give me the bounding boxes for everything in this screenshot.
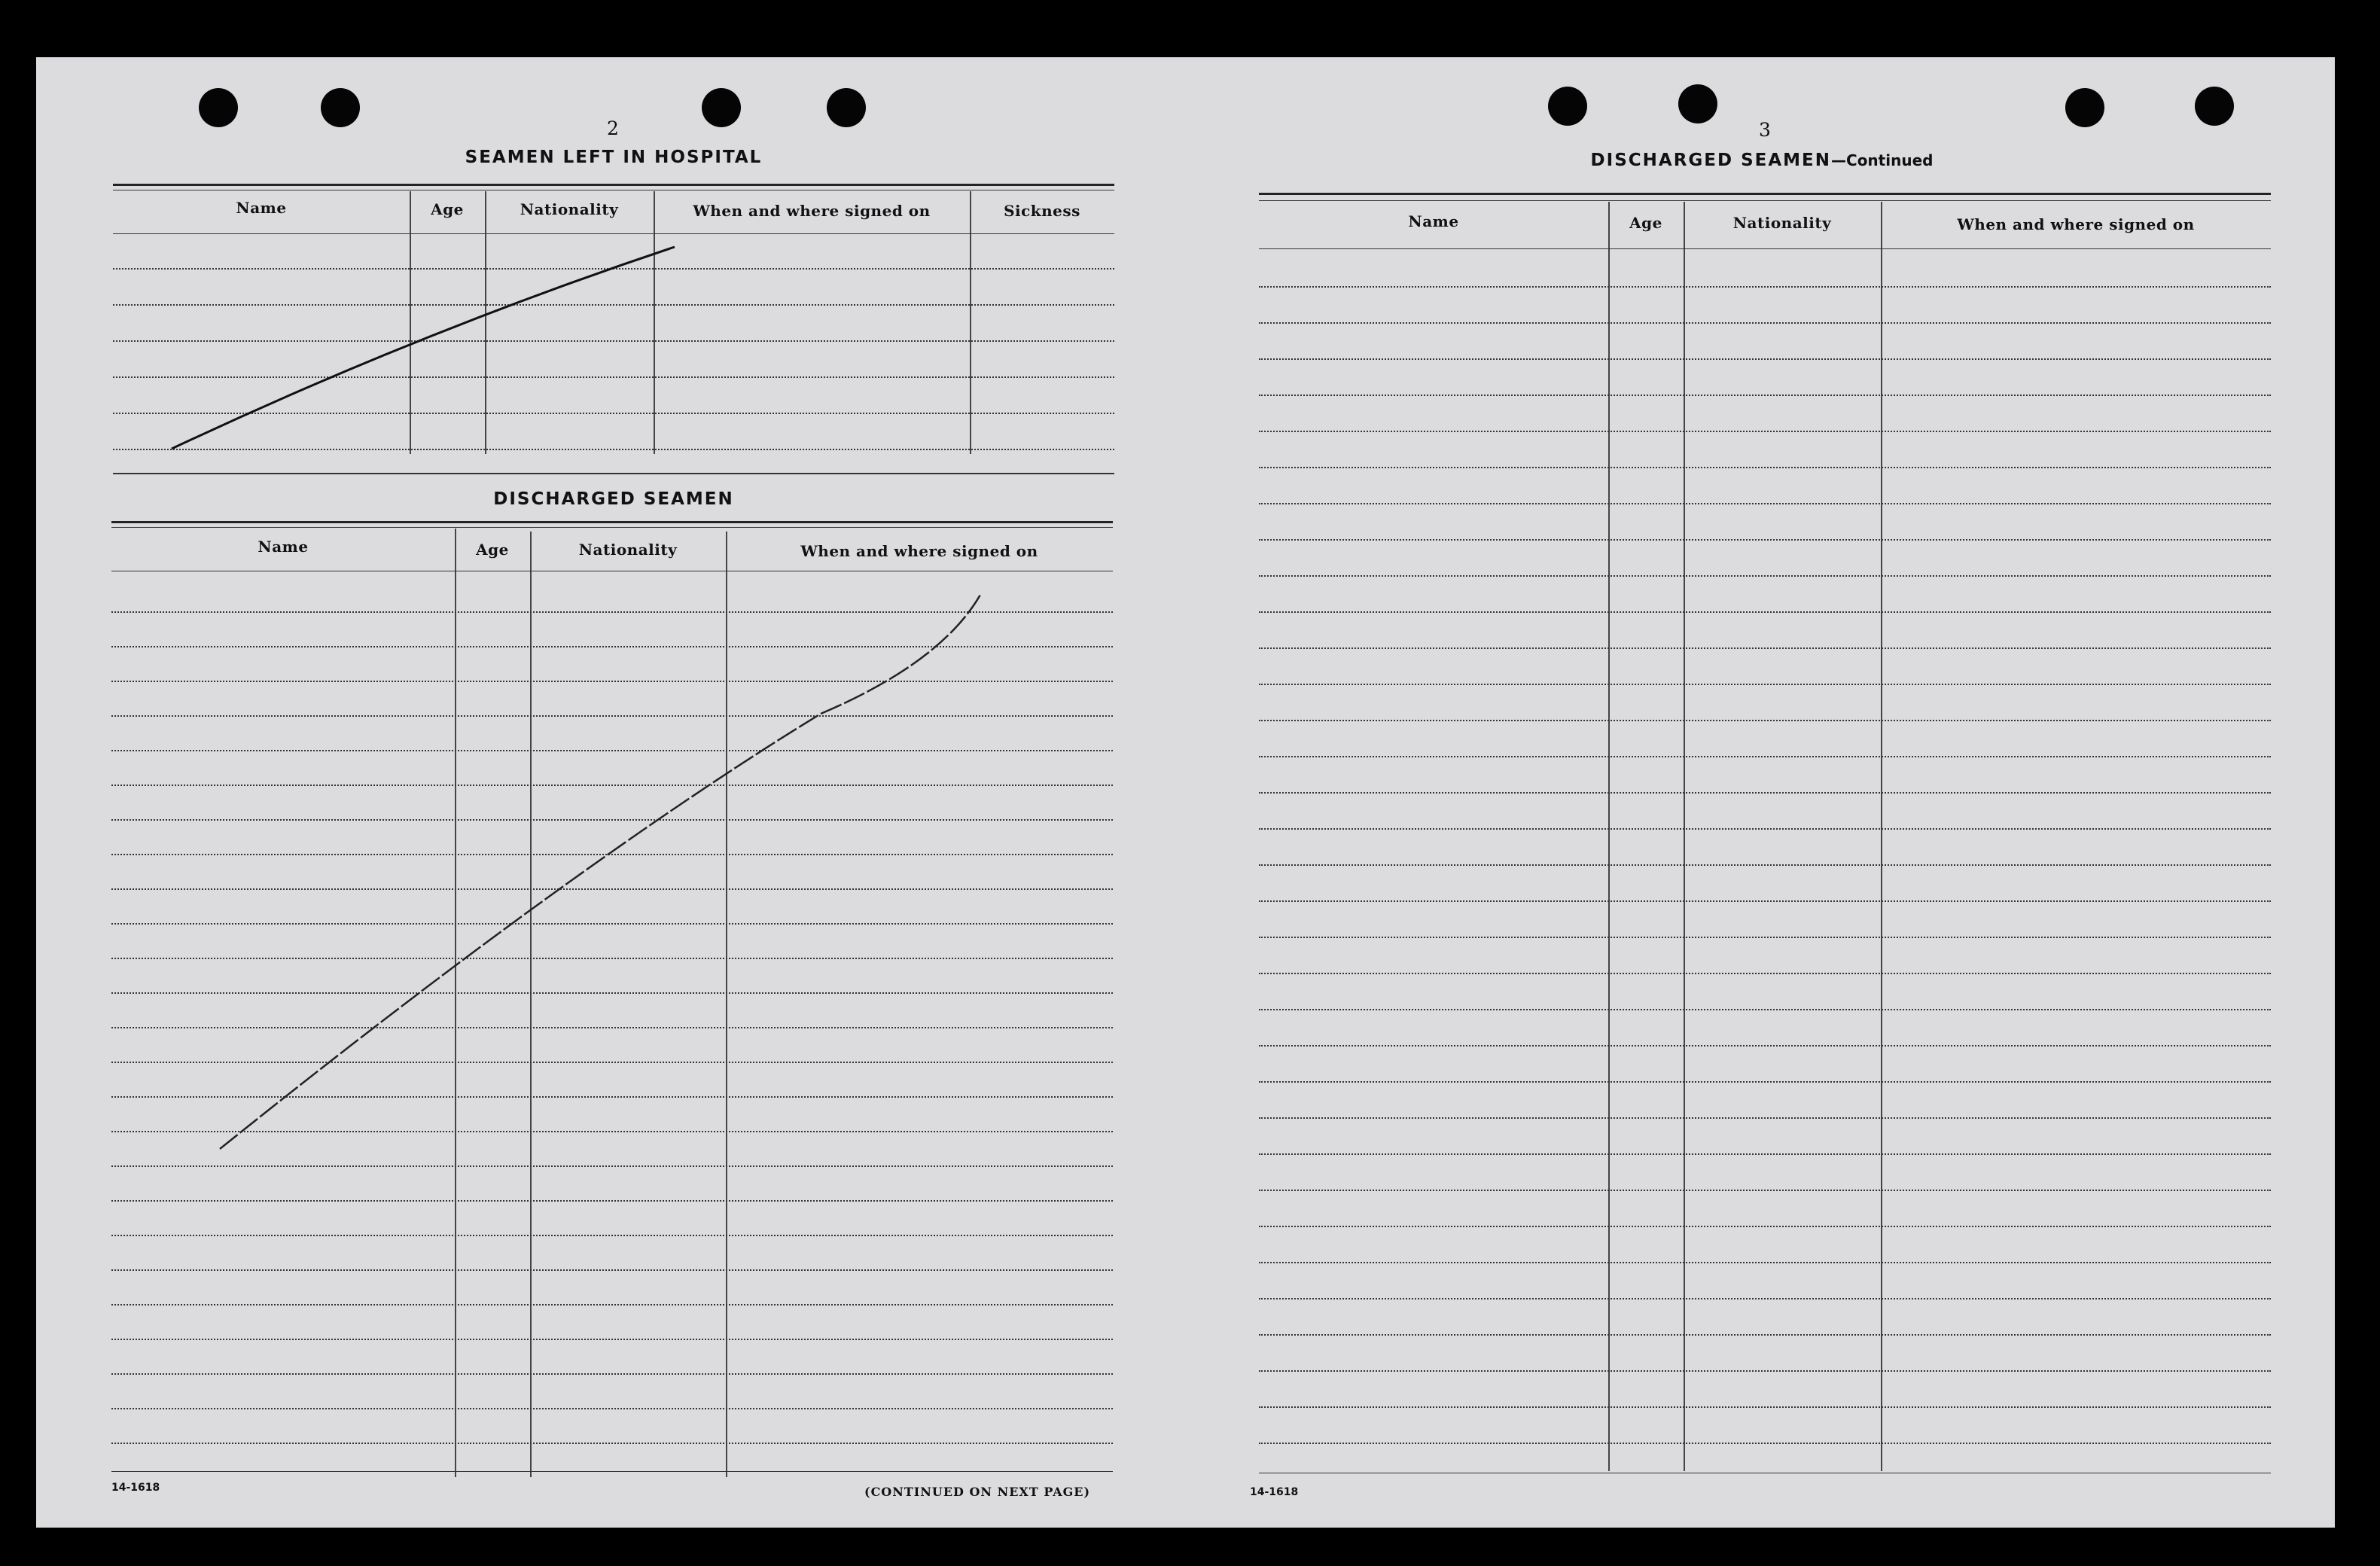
page-number-right: 3 bbox=[1759, 119, 1771, 141]
form-number-right: 14-1618 bbox=[1250, 1486, 1299, 1498]
col-header-nationality: Nationality bbox=[1732, 214, 1832, 232]
form-number-left: 14-1618 bbox=[111, 1482, 160, 1494]
col-header-age: Age bbox=[431, 200, 464, 218]
section-title-hospital: SEAMEN LEFT IN HOSPITAL bbox=[465, 148, 763, 167]
col-header-age: Age bbox=[476, 541, 509, 559]
col-header-sickness: Sickness bbox=[1004, 202, 1080, 220]
page-number-left: 2 bbox=[607, 117, 619, 139]
continued-note: (CONTINUED ON NEXT PAGE) bbox=[864, 1485, 1091, 1499]
col-header-name: Name bbox=[236, 199, 287, 217]
col-header-nationality: Nationality bbox=[578, 541, 678, 559]
hospital-cancel-stroke bbox=[172, 247, 675, 449]
col-header-name: Name bbox=[258, 538, 309, 556]
section-title-text: DISCHARGED SEAMEN bbox=[1590, 151, 1832, 170]
col-header-signed-on: When and where signed on bbox=[1957, 215, 2195, 233]
col-header-signed-on: When and where signed on bbox=[800, 542, 1038, 560]
col-header-signed-on: When and where signed on bbox=[693, 202, 931, 220]
section-title-discharged: DISCHARGED SEAMEN bbox=[493, 489, 734, 509]
col-header-nationality: Nationality bbox=[520, 200, 619, 218]
discharged-cancel-stroke bbox=[220, 595, 980, 1149]
col-header-age: Age bbox=[1629, 214, 1662, 232]
section-title-suffix: —Continued bbox=[1831, 151, 1934, 169]
col-header-name: Name bbox=[1408, 212, 1459, 230]
